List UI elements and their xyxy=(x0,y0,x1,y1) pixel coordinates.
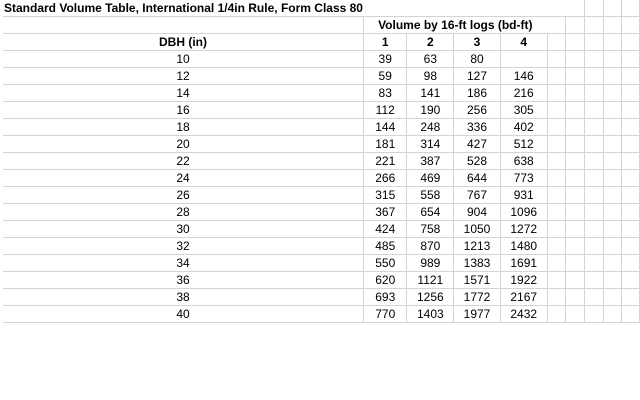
cell[interactable] xyxy=(622,187,640,204)
volume-cell[interactable]: 528 xyxy=(454,153,501,170)
cell[interactable] xyxy=(566,0,585,17)
table-row xyxy=(3,85,640,102)
cell[interactable] xyxy=(566,170,585,187)
cell[interactable] xyxy=(566,187,585,204)
table-row xyxy=(3,272,640,289)
blank-area xyxy=(0,341,640,400)
cell[interactable] xyxy=(547,51,566,68)
cell[interactable] xyxy=(603,255,622,272)
volume-cell[interactable]: 931 xyxy=(500,187,547,204)
volume-cell[interactable]: 1383 xyxy=(454,255,501,272)
subtitle-cell[interactable] xyxy=(363,17,547,34)
volume-cell[interactable]: 186 xyxy=(454,85,501,102)
cell[interactable] xyxy=(603,238,622,255)
cell[interactable] xyxy=(603,289,622,306)
column-header[interactable]: 4 xyxy=(500,34,547,51)
volume-cell[interactable]: 485 xyxy=(363,238,407,255)
cell[interactable] xyxy=(622,136,640,153)
cell[interactable] xyxy=(603,34,622,51)
volume-cell[interactable]: 767 xyxy=(454,187,501,204)
cell[interactable] xyxy=(566,221,585,238)
cell[interactable] xyxy=(547,17,566,34)
volume-cell[interactable]: 315 xyxy=(363,187,407,204)
cell[interactable] xyxy=(622,68,640,85)
table-row xyxy=(3,153,640,170)
cell[interactable] xyxy=(547,119,566,136)
volume-cell[interactable]: 770 xyxy=(363,306,407,323)
volume-cell[interactable]: 248 xyxy=(407,119,454,136)
dbh-cell[interactable]: 26 xyxy=(3,187,363,204)
volume-cell[interactable]: 1272 xyxy=(500,221,547,238)
table-row xyxy=(3,136,640,153)
table-row xyxy=(3,289,640,306)
dbh-cell[interactable]: 32 xyxy=(3,238,363,255)
cell[interactable] xyxy=(566,85,585,102)
cell[interactable] xyxy=(622,306,640,323)
dbh-cell[interactable]: 38 xyxy=(3,289,363,306)
volume-cell[interactable]: 59 xyxy=(363,68,407,85)
cell[interactable] xyxy=(547,34,566,51)
cell[interactable] xyxy=(584,272,603,289)
volume-cell[interactable] xyxy=(500,51,547,68)
cell[interactable] xyxy=(566,68,585,85)
table-row xyxy=(3,306,640,323)
cell[interactable] xyxy=(603,136,622,153)
cell[interactable] xyxy=(584,85,603,102)
volume-cell[interactable]: 80 xyxy=(454,51,501,68)
cell[interactable] xyxy=(566,17,585,34)
volume-cell[interactable]: 336 xyxy=(454,119,501,136)
cell[interactable] xyxy=(622,238,640,255)
table-row xyxy=(3,170,640,187)
cell[interactable] xyxy=(603,187,622,204)
cell[interactable] xyxy=(363,0,407,17)
cell[interactable] xyxy=(547,68,566,85)
volume-cell[interactable]: 387 xyxy=(407,153,454,170)
column-header[interactable]: 3 xyxy=(454,34,501,51)
cell[interactable] xyxy=(603,51,622,68)
cell[interactable] xyxy=(622,0,640,17)
cell[interactable] xyxy=(566,153,585,170)
volume-cell[interactable]: 550 xyxy=(363,255,407,272)
cell[interactable] xyxy=(584,17,603,34)
cell[interactable] xyxy=(622,17,640,34)
volume-cell[interactable]: 1571 xyxy=(454,272,501,289)
volume-cell[interactable]: 98 xyxy=(407,68,454,85)
cell[interactable] xyxy=(622,170,640,187)
cell[interactable] xyxy=(603,119,622,136)
cell[interactable] xyxy=(603,17,622,34)
cell[interactable] xyxy=(622,221,640,238)
cell[interactable] xyxy=(584,238,603,255)
dbh-cell[interactable]: 34 xyxy=(3,255,363,272)
cell[interactable] xyxy=(622,255,640,272)
table-row xyxy=(3,68,640,85)
table-title: Standard Volume Table, International 1/4in Rule, Form Class 80 xyxy=(4,1,363,15)
volume-cell[interactable]: 620 xyxy=(363,272,407,289)
cell[interactable] xyxy=(603,85,622,102)
volume-cell[interactable]: 904 xyxy=(454,204,501,221)
volume-cell[interactable]: 127 xyxy=(454,68,501,85)
cell[interactable] xyxy=(547,204,566,221)
table-row xyxy=(3,204,640,221)
cell[interactable] xyxy=(547,272,566,289)
cell[interactable] xyxy=(622,85,640,102)
cell[interactable] xyxy=(622,119,640,136)
cell[interactable] xyxy=(622,289,640,306)
column-header[interactable]: 1 xyxy=(363,34,407,51)
dbh-cell[interactable]: 18 xyxy=(3,119,363,136)
cell[interactable] xyxy=(603,153,622,170)
cell[interactable] xyxy=(603,0,622,17)
table-row xyxy=(3,238,640,255)
cell[interactable] xyxy=(547,102,566,119)
volume-cell[interactable]: 190 xyxy=(407,102,454,119)
cell[interactable] xyxy=(566,289,585,306)
volume-cell[interactable]: 39 xyxy=(363,51,407,68)
volume-cell[interactable]: 141 xyxy=(407,85,454,102)
cell[interactable] xyxy=(566,102,585,119)
cell[interactable] xyxy=(603,170,622,187)
dbh-cell[interactable]: 16 xyxy=(3,102,363,119)
cell[interactable] xyxy=(454,0,501,17)
volume-cell[interactable]: 144 xyxy=(363,119,407,136)
volume-cell[interactable]: 1403 xyxy=(407,306,454,323)
cell[interactable] xyxy=(603,221,622,238)
volume-cell[interactable]: 2167 xyxy=(500,289,547,306)
cell[interactable] xyxy=(584,136,603,153)
cell[interactable] xyxy=(584,153,603,170)
volume-cell[interactable]: 402 xyxy=(500,119,547,136)
dbh-cell[interactable]: 36 xyxy=(3,272,363,289)
dbh-cell[interactable]: 24 xyxy=(3,170,363,187)
table-subtitle: Volume by 16-ft logs (bd-ft) xyxy=(378,18,533,32)
volume-cell[interactable]: 558 xyxy=(407,187,454,204)
volume-cell[interactable]: 1922 xyxy=(500,272,547,289)
volume-cell[interactable]: 1213 xyxy=(454,238,501,255)
cell[interactable] xyxy=(500,0,547,17)
dbh-cell[interactable]: 20 xyxy=(3,136,363,153)
cell[interactable] xyxy=(3,17,363,34)
volume-cell[interactable]: 221 xyxy=(363,153,407,170)
cell[interactable] xyxy=(566,238,585,255)
cell[interactable] xyxy=(566,204,585,221)
cell[interactable] xyxy=(547,221,566,238)
cell[interactable] xyxy=(622,153,640,170)
volume-cell[interactable]: 314 xyxy=(407,136,454,153)
cell[interactable] xyxy=(547,0,566,17)
column-header[interactable]: 2 xyxy=(407,34,454,51)
volume-cell[interactable]: 2432 xyxy=(500,306,547,323)
volume-cell[interactable]: 256 xyxy=(454,102,501,119)
cell[interactable] xyxy=(547,170,566,187)
cell[interactable] xyxy=(603,68,622,85)
cell[interactable] xyxy=(622,34,640,51)
volume-cell[interactable]: 644 xyxy=(454,170,501,187)
title-cell[interactable] xyxy=(3,0,363,17)
cell[interactable] xyxy=(547,153,566,170)
volume-cell[interactable]: 266 xyxy=(363,170,407,187)
volume-cell[interactable]: 512 xyxy=(500,136,547,153)
header-row xyxy=(3,34,640,51)
cell[interactable] xyxy=(584,187,603,204)
cell[interactable] xyxy=(622,102,640,119)
subtitle-row xyxy=(3,17,640,34)
volume-cell[interactable]: 181 xyxy=(363,136,407,153)
volume-cell[interactable]: 1096 xyxy=(500,204,547,221)
volume-cell[interactable]: 427 xyxy=(454,136,501,153)
cell[interactable] xyxy=(584,102,603,119)
volume-cell[interactable]: 1691 xyxy=(500,255,547,272)
volume-cell[interactable]: 367 xyxy=(363,204,407,221)
cell[interactable] xyxy=(547,136,566,153)
cell[interactable] xyxy=(584,0,603,17)
cell[interactable] xyxy=(603,306,622,323)
dbh-cell[interactable]: 30 xyxy=(3,221,363,238)
volume-cell[interactable]: 989 xyxy=(407,255,454,272)
volume-cell[interactable]: 1977 xyxy=(454,306,501,323)
cell[interactable] xyxy=(566,255,585,272)
cell[interactable] xyxy=(566,34,585,51)
cell[interactable] xyxy=(584,306,603,323)
volume-cell[interactable]: 305 xyxy=(500,102,547,119)
volume-cell[interactable]: 870 xyxy=(407,238,454,255)
cell[interactable] xyxy=(603,272,622,289)
dbh-cell[interactable]: 40 xyxy=(3,306,363,323)
volume-cell[interactable]: 654 xyxy=(407,204,454,221)
dbh-cell[interactable]: 22 xyxy=(3,153,363,170)
cell[interactable] xyxy=(566,272,585,289)
cell[interactable] xyxy=(622,272,640,289)
volume-cell[interactable]: 758 xyxy=(407,221,454,238)
cell[interactable] xyxy=(584,51,603,68)
cell[interactable] xyxy=(566,51,585,68)
title-row xyxy=(3,0,640,17)
table-row xyxy=(3,51,640,68)
volume-cell[interactable]: 1050 xyxy=(454,221,501,238)
cell[interactable] xyxy=(603,102,622,119)
cell[interactable] xyxy=(584,170,603,187)
volume-cell[interactable]: 146 xyxy=(500,68,547,85)
cell[interactable] xyxy=(622,51,640,68)
cell[interactable] xyxy=(547,85,566,102)
volume-cell[interactable]: 83 xyxy=(363,85,407,102)
cell[interactable] xyxy=(547,255,566,272)
cell[interactable] xyxy=(547,289,566,306)
table-row xyxy=(3,221,640,238)
cell[interactable] xyxy=(547,187,566,204)
cell[interactable] xyxy=(566,119,585,136)
cell[interactable] xyxy=(566,136,585,153)
table-row xyxy=(3,102,640,119)
volume-cell[interactable]: 1256 xyxy=(407,289,454,306)
volume-cell[interactable]: 216 xyxy=(500,85,547,102)
cell[interactable] xyxy=(603,204,622,221)
volume-cell[interactable]: 693 xyxy=(363,289,407,306)
cell[interactable] xyxy=(584,119,603,136)
cell[interactable] xyxy=(407,0,454,17)
cell[interactable] xyxy=(547,238,566,255)
volume-cell[interactable]: 1480 xyxy=(500,238,547,255)
dbh-cell[interactable]: 10 xyxy=(3,51,363,68)
volume-cell[interactable]: 638 xyxy=(500,153,547,170)
cell[interactable] xyxy=(584,68,603,85)
volume-cell[interactable]: 773 xyxy=(500,170,547,187)
volume-cell[interactable]: 63 xyxy=(407,51,454,68)
volume-cell[interactable]: 1121 xyxy=(407,272,454,289)
volume-table xyxy=(3,0,640,323)
volume-cell[interactable]: 424 xyxy=(363,221,407,238)
volume-cell[interactable]: 469 xyxy=(407,170,454,187)
cell[interactable] xyxy=(584,34,603,51)
column-header[interactable]: DBH (in) xyxy=(3,34,363,51)
cell[interactable] xyxy=(584,204,603,221)
table-row xyxy=(3,255,640,272)
table-row xyxy=(3,119,640,136)
cell[interactable] xyxy=(547,306,566,323)
cell[interactable] xyxy=(622,204,640,221)
cell[interactable] xyxy=(566,306,585,323)
cell[interactable] xyxy=(584,221,603,238)
dbh-cell[interactable]: 14 xyxy=(3,85,363,102)
table-row xyxy=(3,187,640,204)
dbh-cell[interactable]: 12 xyxy=(3,68,363,85)
cell[interactable] xyxy=(584,289,603,306)
volume-cell[interactable]: 112 xyxy=(363,102,407,119)
volume-cell[interactable]: 1772 xyxy=(454,289,501,306)
dbh-cell[interactable]: 28 xyxy=(3,204,363,221)
cell[interactable] xyxy=(584,255,603,272)
